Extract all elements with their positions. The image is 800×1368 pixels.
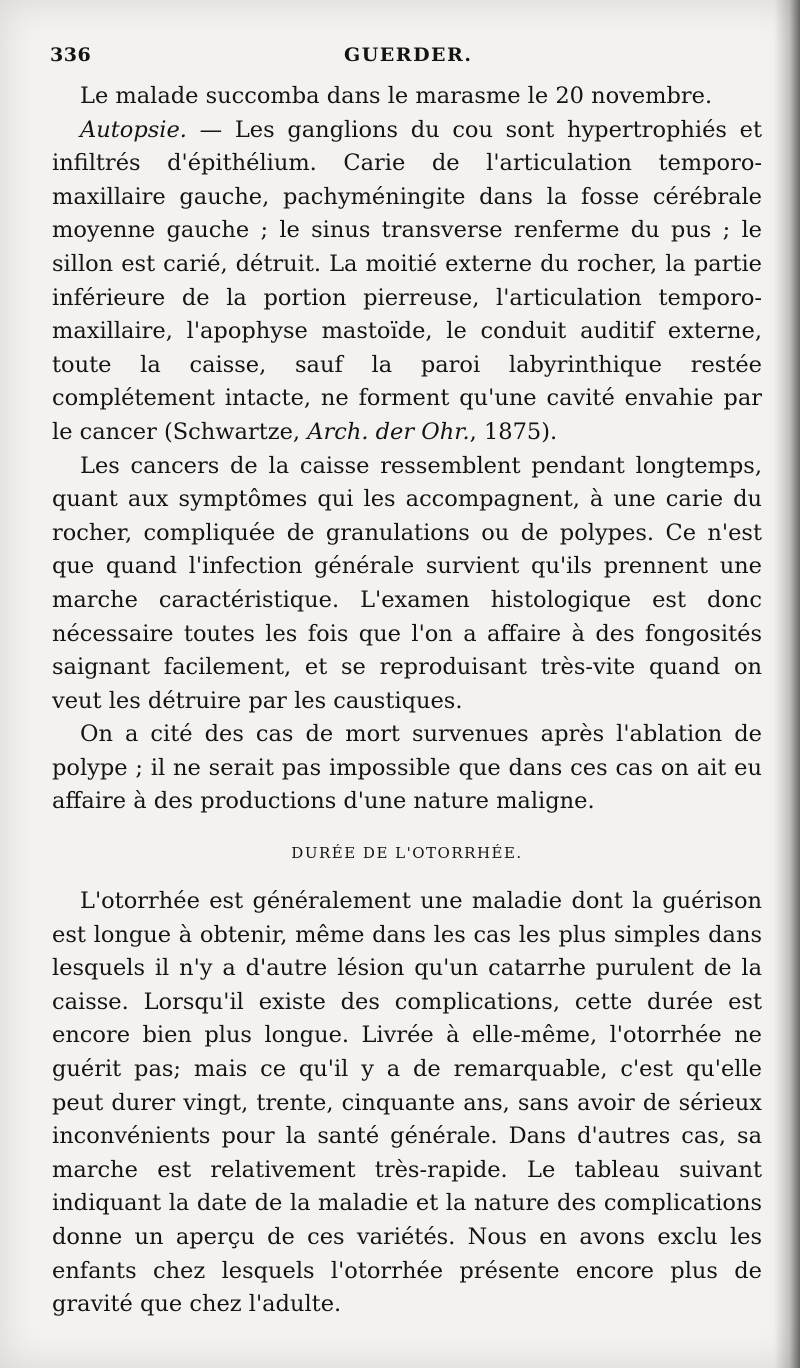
page-number: 336 xyxy=(50,44,92,66)
page-header xyxy=(50,44,760,74)
paragraph-text: Les cancers de la caisse ressemblent pendant longtemps, quant aux symptômes qui les accompagnent, à une carie du rocher, compliquée de granulations ou de polypes. Ce n'est que quand l'infection générale survient qu'ils prennent une marche caractéristique. L'examen histologique est donc nécessaire toutes les fois que l'on a affaire à des fongosités saignant facilement, et se reproduisant très-vite quand on veut les détruire par les caustiques. xyxy=(52,452,762,714)
running-head: GUERDER. xyxy=(344,44,473,66)
paragraph-otorrhee xyxy=(52,885,762,1322)
paragraph-1 xyxy=(52,80,762,114)
paragraph-autopsie xyxy=(52,114,762,450)
paragraph-text: — Les ganglions du cou sont hypertrophiés et infiltrés d'épithélium. Carie de l'articulation temporo-maxillaire gauche, pachyméningite dans la fosse cérébrale moyenne gauche ; le sinus transverse renferme du pus ; le sillon est carié, détruit. La moitié externe du rocher, la partie inférieure de la portion pierreuse, l'articulation temporo-maxillaire, l'apophyse mastoïde, le conduit auditif externe, toute la caisse, sauf la paroi labyrinthique restée complétement intacte, ne forment qu'une cavité envahie par le cancer (Schwartze, xyxy=(52,116,762,445)
paragraph-mort xyxy=(52,718,762,819)
paragraph-text: L'otorrhée est généralement une maladie dont la guérison est longue à obtenir, même dans les cas les plus simples dans lesquels il n'y a d'autre lésion qu'un catarrhe purulent de la caisse. Lorsqu'il existe des complications, cette durée est encore bien plus longue. Livrée à elle-même, l'otorrhée ne guérit pas; mais ce qu'il y a de remarquable, c'est qu'elle peut durer vingt, trente, cinquante ans, sans avoir de sérieux inconvénients pour la santé générale. Dans d'autres cas, sa marche est relativement très-rapide. Le tableau suivant indiquant la date de la maladie et la nature des complications donne un aperçu de ces variétés. Nous en avons exclu les enfants chez lesquels l'otorrhée présente encore plus de gravité que chez l'adulte. xyxy=(52,888,762,1318)
paragraph-cancers xyxy=(52,450,762,719)
section-heading: DURÉE DE L'OTORRHÉE. xyxy=(291,844,523,863)
paragraph-text: On a cité des cas de mort survenues après l'ablation de polype ; il ne serait pas impossible que dans ces cas on ait eu affaire à des productions d'une nature maligne. xyxy=(52,721,762,815)
paragraph-text: Le malade succomba dans le marasme le 20 novembre. xyxy=(80,83,713,109)
body-text xyxy=(52,80,762,1322)
citation-tail: , 1875). xyxy=(469,418,558,445)
citation-journal: Arch. der Ohr. xyxy=(307,418,470,445)
autopsie-label: Autopsie. xyxy=(80,116,187,143)
